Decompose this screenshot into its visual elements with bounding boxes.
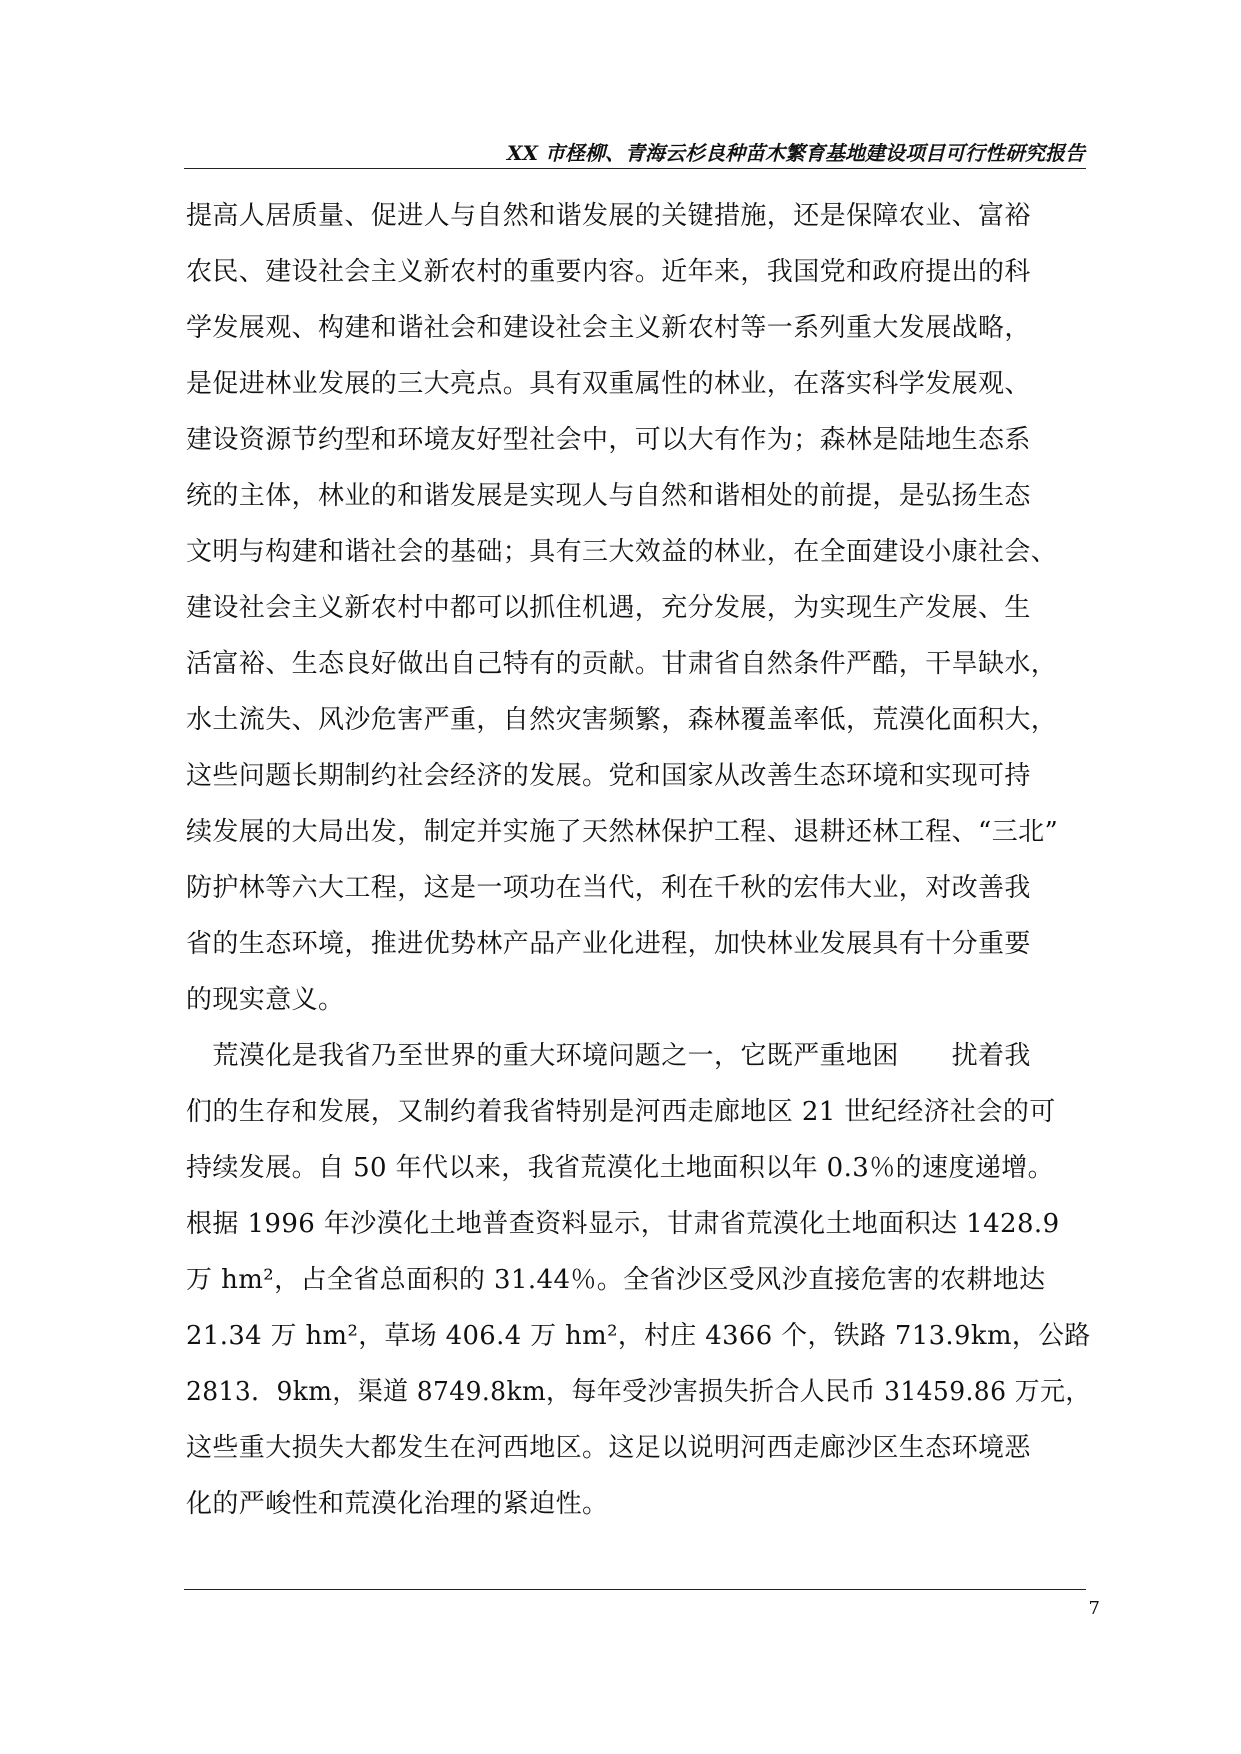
text-line: 21.34 万 hm²，草场 406.4 万 hm²，村庄 4366 个，铁路 713.9km，公路 — [186, 1321, 1091, 1351]
text-line: 农民、建设社会主义新农村的重要内容。近年来，我国党和政府提出的科 — [186, 257, 1031, 287]
text-line: 建设资源节约型和环境友好型社会中，可以大有作为；森林是陆地生态系 — [186, 425, 1031, 455]
text-line: 活富裕、生态良好做出自己特有的贡献。甘肃省自然条件严酷，干旱缺水， — [186, 649, 1058, 679]
text-line: 省的生态环境，推进优势林产品产业化进程，加快林业发展具有十分重要 — [186, 929, 1031, 959]
footer-rule — [184, 1589, 1086, 1590]
header-rule — [184, 168, 1086, 169]
text-line: 万 hm²，占全省总面积的 31.44％。全省沙区受风沙直接危害的农耕地达 — [186, 1265, 1046, 1295]
text-line: 们的生存和发展，又制约着我省特别是河西走廊地区 21 世纪经济社会的可 — [186, 1097, 1056, 1127]
text-line: 是促进林业发展的三大亮点。具有双重属性的林业，在落实科学发展观、 — [186, 369, 1031, 399]
text-line: 提高人居质量、促进人与自然和谐发展的关键措施，还是保障农业、富裕 — [186, 201, 1031, 231]
text-line: 的现实意义。 — [186, 985, 345, 1015]
text-line: 荒漠化是我省乃至世界的重大环境问题之一，它既严重地困 扰着我 — [186, 1041, 1031, 1071]
text-line: 持续发展。自 50 年代以来，我省荒漠化土地面积以年 0.3％的速度递增。 — [186, 1153, 1055, 1183]
text-line: 学发展观、构建和谐社会和建设社会主义新农村等一系列重大发展战略， — [186, 313, 1031, 343]
text-line: 2813．9km，渠道 8749.8km，每年受沙害损失折合人民币 31459.86 万元， — [186, 1377, 1091, 1407]
text-line: 统的主体，林业的和谐发展是实现人与自然和谐相处的前提，是弘扬生态 — [186, 481, 1031, 511]
text-line: 根据 1996 年沙漠化土地普查资料显示，甘肃省荒漠化土地面积达 1428.9 — [186, 1209, 1060, 1239]
text-line: 建设社会主义新农村中都可以抓住机遇，充分发展，为实现生产发展、生 — [186, 593, 1031, 623]
text-line: 化的严峻性和荒漠化治理的紧迫性。 — [186, 1489, 609, 1519]
running-header: XX 市柽柳、青海云杉良种苗木繁育基地建设项目可行性研究报告 — [507, 141, 1085, 165]
text-line: 续发展的大局出发，制定并实施了天然林保护工程、退耕还林工程、“三北” — [186, 817, 1059, 847]
page-number: 7 — [1088, 1598, 1100, 1619]
text-line: 这些问题长期制约社会经济的发展。党和国家从改善生态环境和实现可持 — [186, 761, 1031, 791]
text-line: 这些重大损失大都发生在河西地区。这足以说明河西走廊沙区生态环境恶 — [186, 1433, 1031, 1463]
text-line: 水土流失、风沙危害严重，自然灾害频繁，森林覆盖率低，荒漠化面积大， — [186, 705, 1058, 735]
text-line: 防护林等六大工程，这是一项功在当代，利在千秋的宏伟大业，对改善我 — [186, 873, 1031, 903]
text-line: 文明与构建和谐社会的基础；具有三大效益的林业，在全面建设小康社会、 — [186, 537, 1058, 567]
